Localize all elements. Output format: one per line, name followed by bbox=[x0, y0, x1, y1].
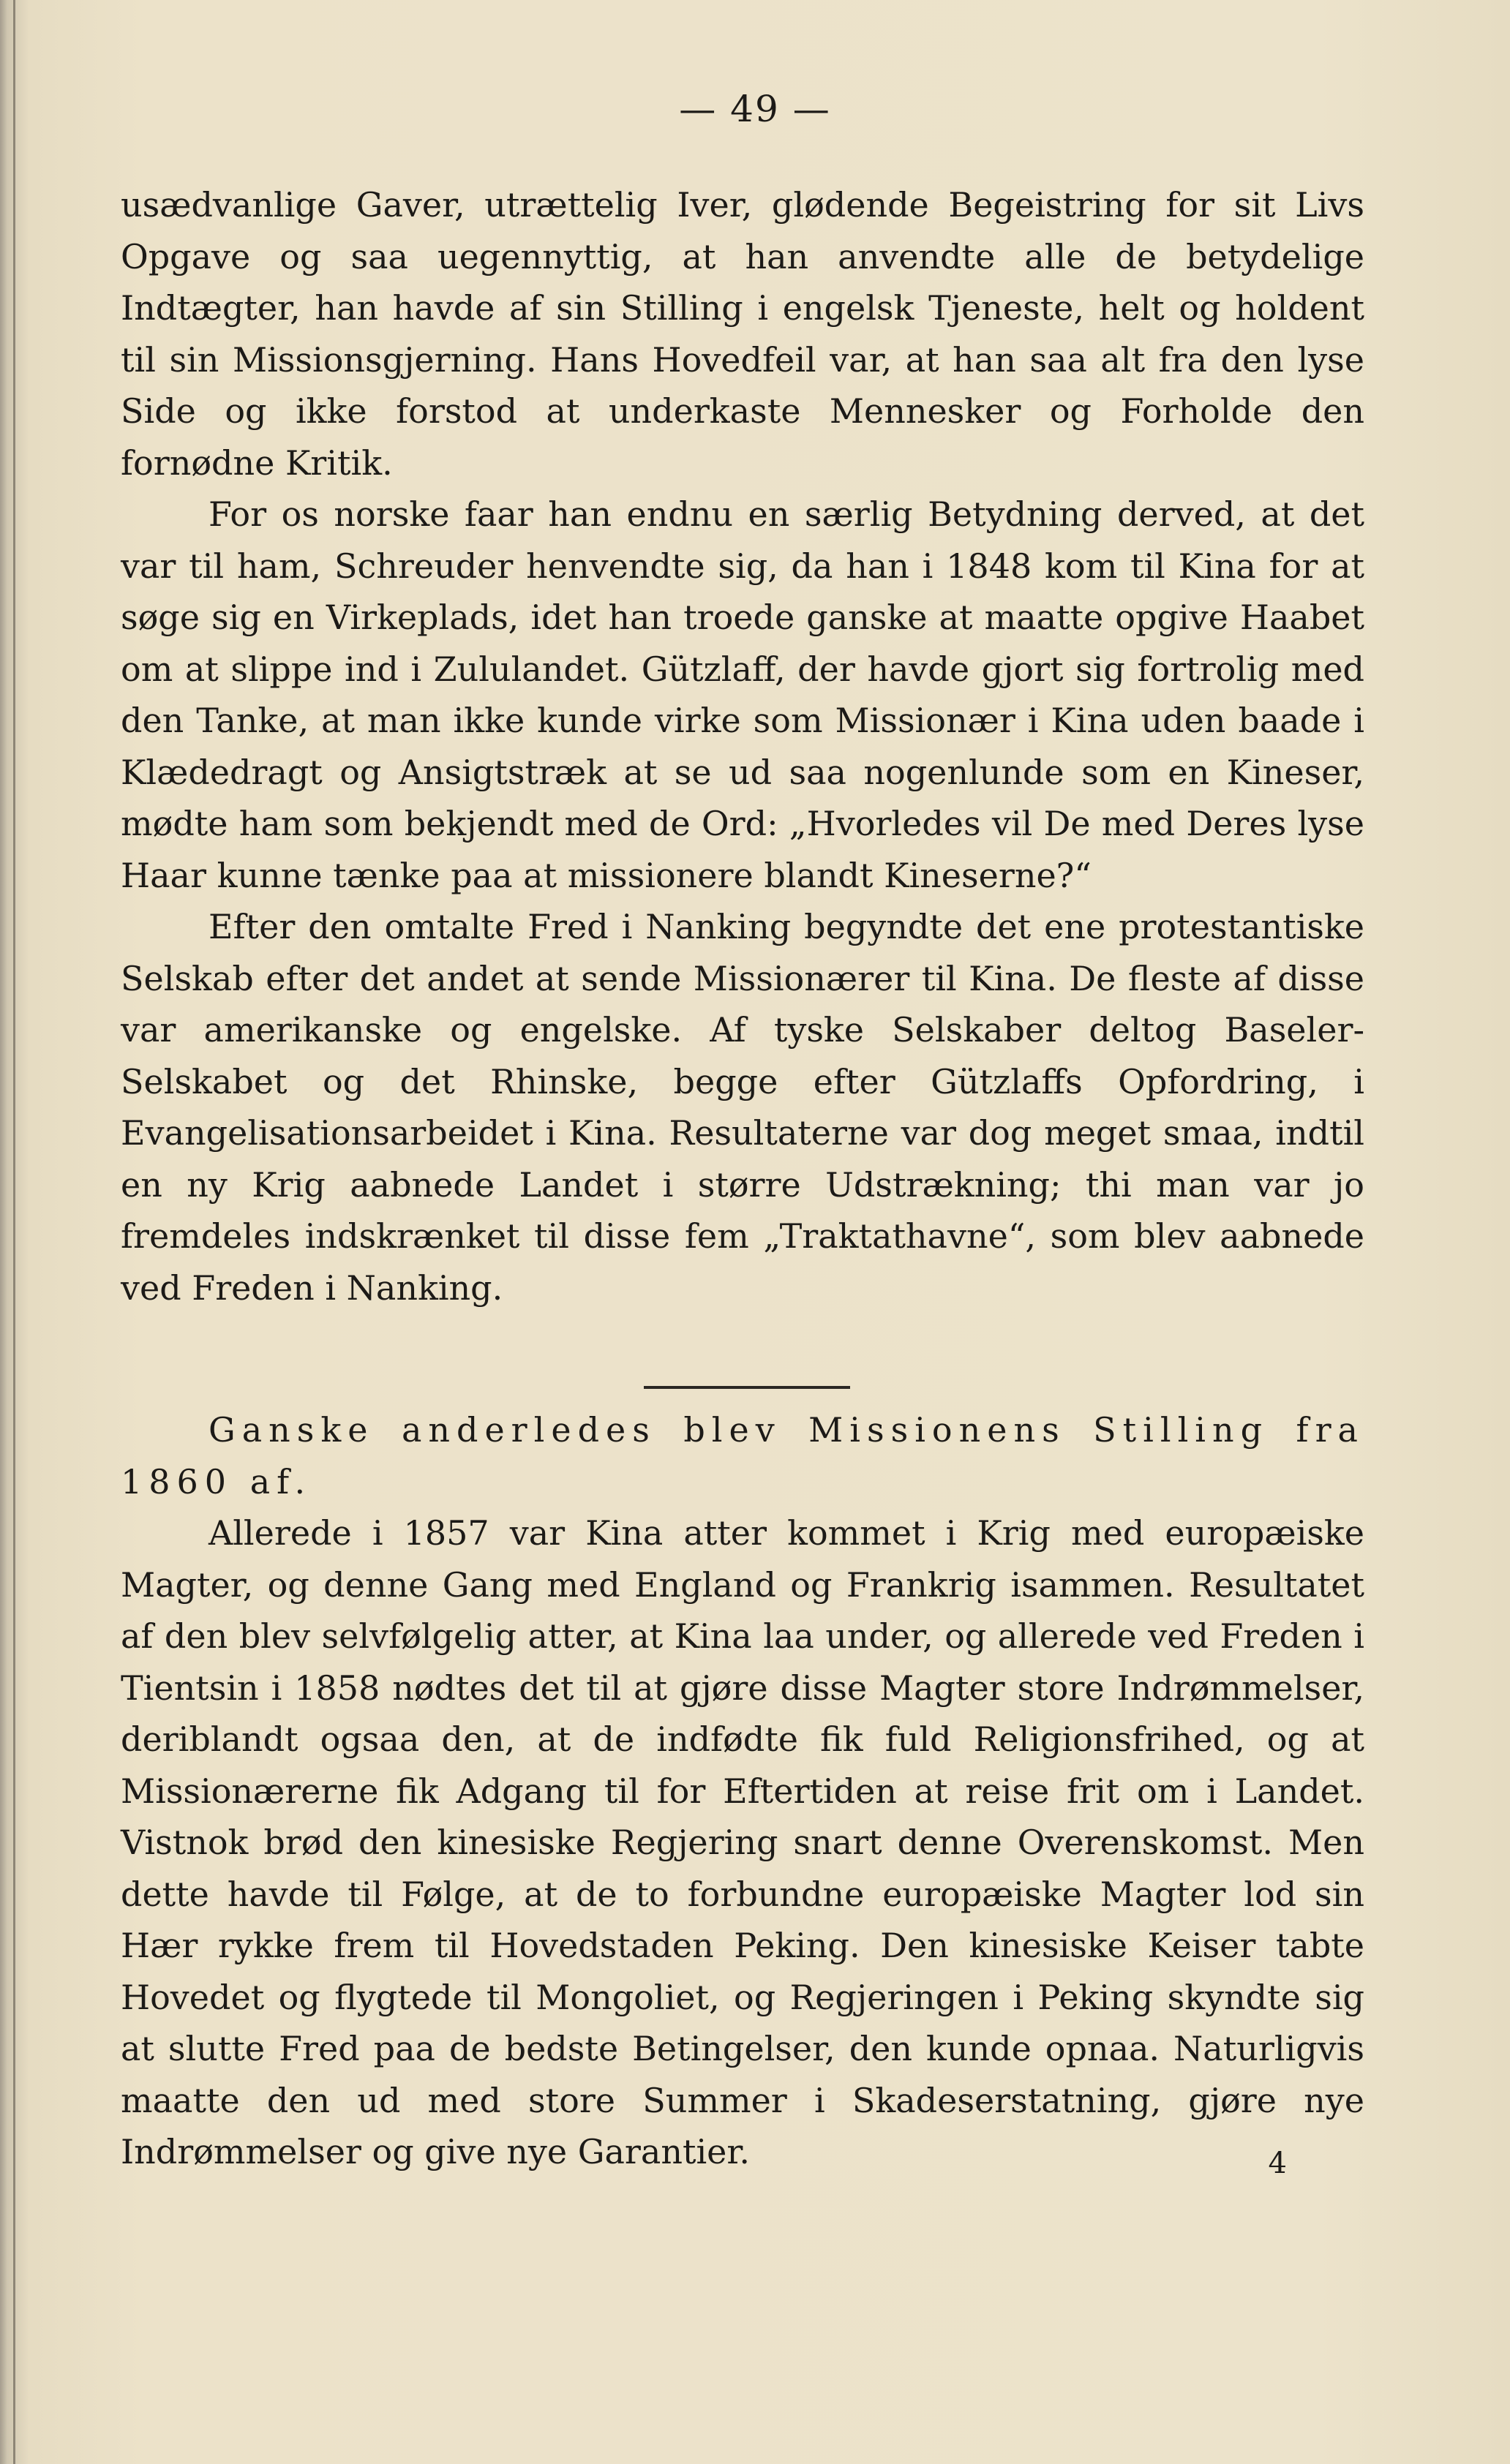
page-number: — 49 — bbox=[679, 88, 831, 130]
paragraph-2: For os norske faar han endnu en særlig Betydning derved, at det var til ham, Schreuder henvendte sig, da han i 1848 kom til Kina for at søge sig en Virkeplads, idet han troede ganske at maatte opgive Haabet om at slippe ind i Zululandet. Gützlaff, der havde gjort sig fortrolig med den Tanke, at man ikke kunde virke som Missionær i Kina uden baade i Klædedragt og Ansigtstræk at se ud saa nogenlunde som en Kineser, mødte ham som bekjendt med de Ord: „Hvorledes vil De med Deres lyse Haar kunne tænke paa at missionere blandt Kineserne?“ bbox=[121, 494, 1364, 895]
signature-mark: 4 bbox=[1268, 2147, 1287, 2180]
section-heading: Ganske anderledes blev Missionens Stilling fra 1860 af. bbox=[121, 1410, 1364, 1502]
section-divider bbox=[644, 1386, 850, 1389]
binding-edge bbox=[13, 0, 15, 2464]
paragraph-3: Efter den omtalte Fred i Nanking begyndte det ene protestantiske Selskab efter det andet at sende Missionærer til Kina. De fleste af disse var amerikanske og engelske. Af tyske Selskaber deltog Baseler-Selskabet og det Rhinske, begge efter Gützlaffs Opfordring, i Evangelisationsarbeidet i Kina. Resultaterne var dog meget smaa, indtil en ny Krig aabnede Landet i større Udstrækning; thi man var jo fremdeles indskrænket til disse fem „Traktathavne“, som blev aabnede ved Freden i Nanking. bbox=[121, 907, 1364, 1308]
bottom-section bbox=[121, 1507, 1364, 2178]
top-section bbox=[121, 179, 1364, 1314]
paragraph-4: Allerede i 1857 var Kina atter kommet i Krig med europæiske Magter, og denne Gang med England og Frankrig isammen. Resultatet af den blev selvfølgelig atter, at Kina laa under, og allerede ved Freden i Tientsin i 1858 nødtes det til at gjøre disse Magter store Indrømmelser, deriblandt ogsaa den, at de indfødte fik fuld Religionsfrihed, og at Missionærerne fik Adgang til for Eftertiden at reise frit om i Landet. Vistnok brød den kinesiske Regjering snart denne Overenskomst. Men dette havde til Følge, at de to forbundne europæiske Magter lod sin Hær rykke frem til Hovedstaden Peking. Den kinesiske Keiser tabte Hovedet og flygtede til Mongoliet, og Regjeringen i Peking skyndte sig at slutte Fred paa de bedste Betingelser, den kunde opnaa. Naturligvis maatte den ud med store Summer i Skadeserstatning, gjøre nye Indrømmelser og give nye Garantier. bbox=[121, 1513, 1364, 2171]
paragraph-1: usædvanlige Gaver, utrættelig Iver, glødende Begeistring for sit Livs Opgave og saa uegennyttig, at han anvendte alle de betydelige Indtægter, han havde af sin Stilling i engelsk Tjeneste, helt og holdent til sin Missionsgjerning. Hans Hovedfeil var, at han saa alt fra den lyse Side og ikke forstod at underkaste Mennesker og Forholde den fornødne Kritik. bbox=[121, 185, 1364, 483]
